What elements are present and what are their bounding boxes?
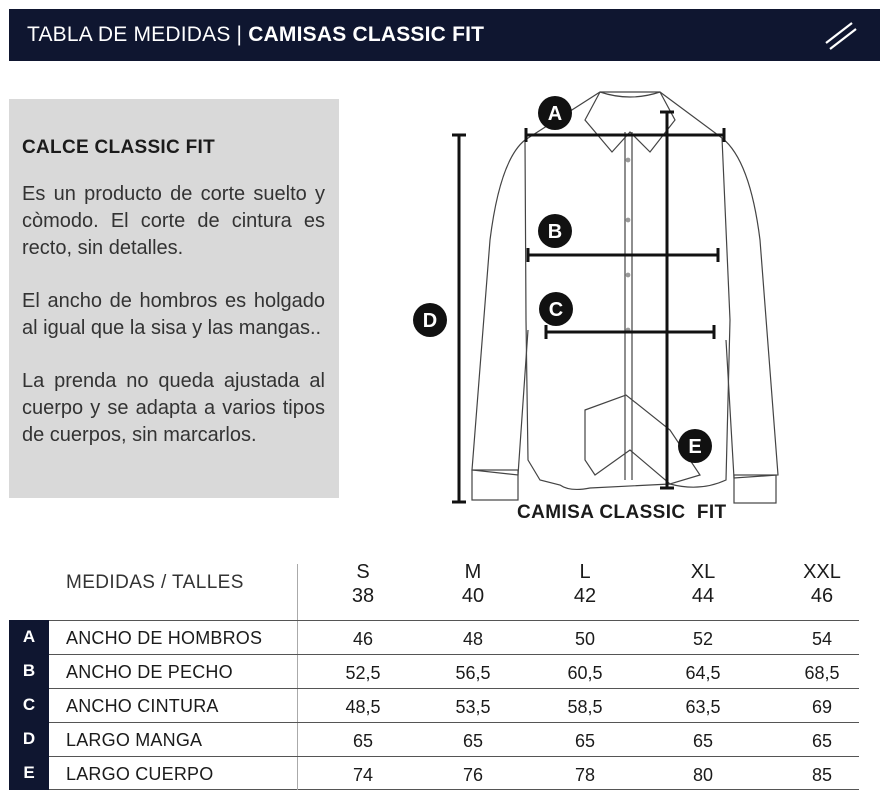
table-cell: 78 [574,765,596,785]
table-cell: 52,5 [345,663,381,683]
row-label: ANCHO DE HOMBROS [66,628,263,648]
marker-d-label: D [422,310,438,332]
fit-info-paragraph: La prenda no queda ajustada al cuerpo y se adapta a varios tipos de cuerpos, sin marcarlos. [22,370,325,446]
column-divider [297,621,298,654]
size-header-xl: XL 44 [690,561,716,607]
row-label: ANCHO CINTURA [66,696,219,716]
size-header-xxl: XXL 46 [803,561,841,607]
header-separator: | [236,23,243,46]
marker-c [539,292,714,339]
page-header [9,9,880,61]
table-cell: 46 [352,629,374,649]
column-divider [297,564,298,620]
column-divider [297,757,298,790]
table-cell: 52 [692,629,714,649]
table-cell: 58,5 [567,697,603,717]
marker-b [528,214,718,262]
row-label: LARGO CUERPO [66,764,214,784]
table-cell: 64,5 [685,663,721,683]
table-cell: 74 [352,765,374,785]
shirt-diagram [400,80,820,530]
fit-info-paragraph: El ancho de hombros es holgado al igual que la sisa y las mangas.. [22,290,325,339]
size-table [9,558,859,790]
table-cell: 76 [462,765,484,785]
table-cell: 54 [811,629,833,649]
row-letter-badge: E [9,756,49,790]
shirt-buttons [626,158,631,333]
size-header-m: M 40 [461,561,485,607]
table-cell: 85 [811,765,833,785]
marker-a [526,96,724,142]
marker-b-label: B [547,221,563,243]
shirt-caption: CAMISA CLASSIC FIT [517,502,727,523]
column-divider [297,655,298,688]
marker-e-label: E [688,436,702,458]
table-cell: 68,5 [804,663,840,683]
table-cell: 65 [462,731,484,751]
table-cell: 80 [692,765,714,785]
shirt-illustration [400,80,820,530]
table-cell: 65 [692,731,714,751]
size-header-s: S 38 [351,561,375,607]
row-letter-badge: A [9,620,49,654]
table-cell: 53,5 [455,697,491,717]
table-row [9,620,859,654]
table-cell: 48,5 [345,697,381,717]
table-cell: 65 [574,731,596,751]
row-letter-badge: B [9,654,49,688]
table-cell: 69 [811,697,833,717]
marker-a-label: A [547,103,563,125]
header-title-bold: CAMISAS CLASSIC FIT [248,23,485,46]
row-label: ANCHO DE PECHO [66,662,233,682]
table-cell: 60,5 [567,663,603,683]
table-row [9,688,859,722]
table-header-label: MEDIDAS / TALLES [66,572,244,593]
row-letter-badge: D [9,722,49,756]
row-label: LARGO MANGA [66,730,203,750]
table-cell: 56,5 [455,663,491,683]
fit-info-title: CALCE CLASSIC FIT [22,137,215,158]
table-cell: 65 [352,731,374,751]
shirt-outline [472,92,778,503]
double-slash-logo-icon [824,21,858,51]
marker-d [413,135,466,502]
size-table-header [9,558,859,620]
marker-c-label: C [548,299,564,321]
size-header-l: L 42 [573,561,597,607]
fit-info-paragraph: Es un producto de corte suelto y còmodo. El corte de cintura es recto, sin detalles. [22,183,325,259]
table-cell: 48 [462,629,484,649]
fit-info-panel [9,99,339,498]
table-cell: 63,5 [685,697,721,717]
table-row [9,756,859,790]
table-cell: 50 [574,629,596,649]
header-title-light: TABLA DE MEDIDAS [27,23,231,46]
table-row [9,654,859,688]
table-cell: 65 [811,731,833,751]
column-divider [297,689,298,722]
column-divider [297,723,298,756]
table-row [9,722,859,756]
marker-e [660,112,712,488]
row-letter-badge: C [9,688,49,722]
